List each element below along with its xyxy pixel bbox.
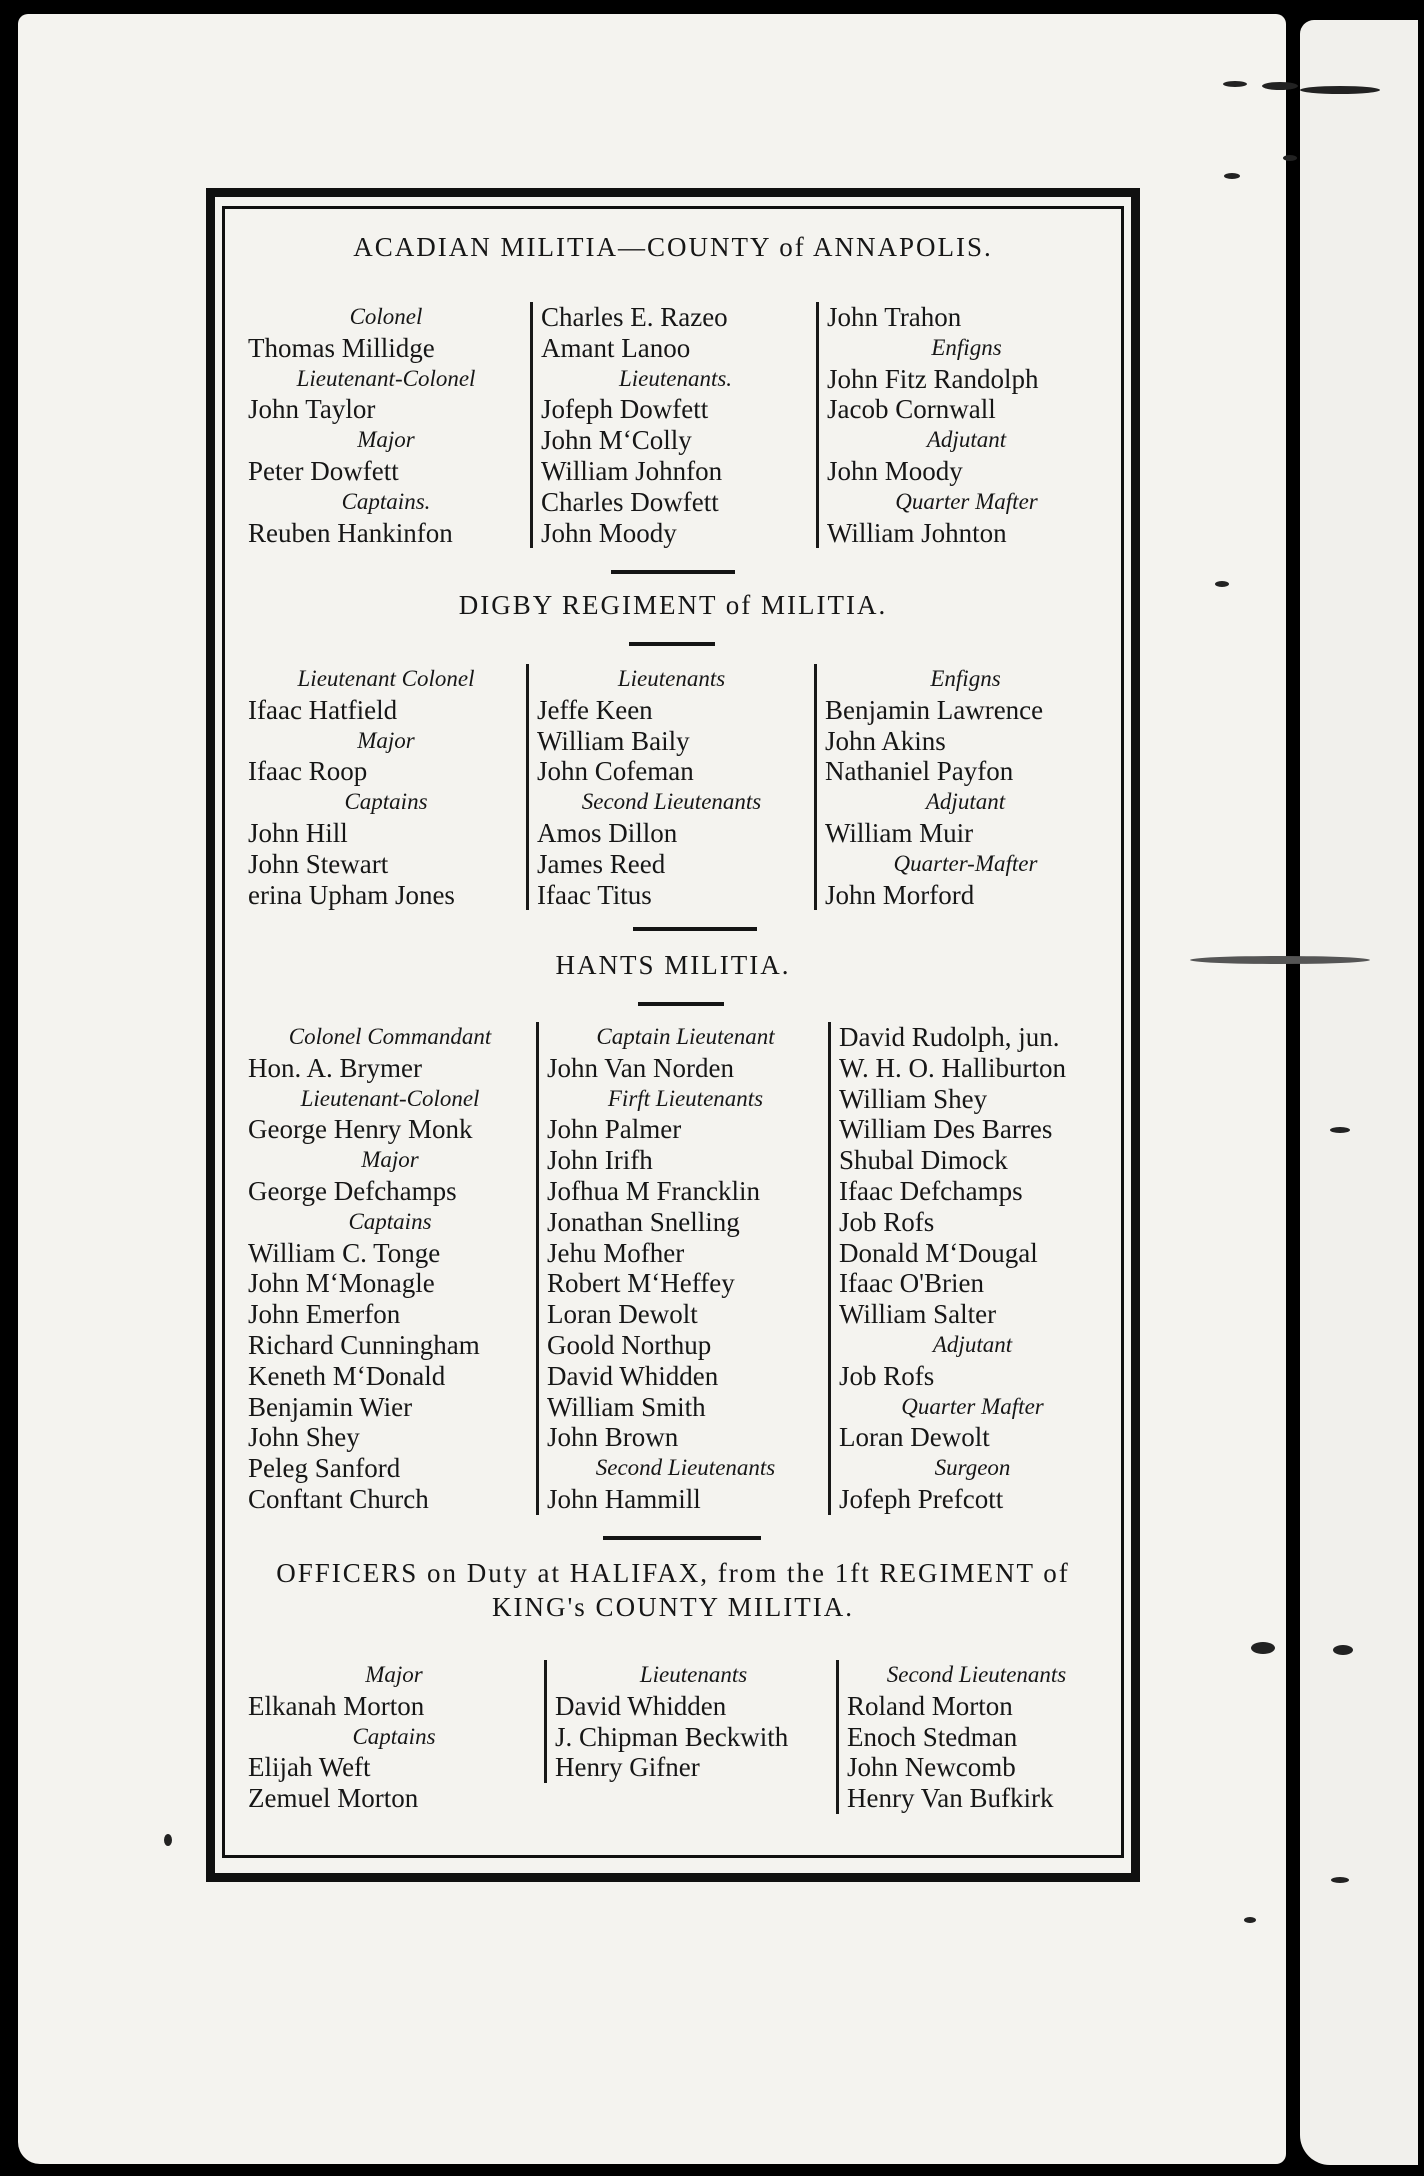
section-rule [611, 570, 735, 574]
columns-kings-county [240, 1660, 1106, 1816]
officer-name: James Reed [537, 848, 666, 879]
officer-name: Zemuel Morton [248, 1783, 419, 1814]
section-annapolis [240, 230, 1106, 264]
officer-name: John Trahon [827, 302, 962, 332]
officer-name: Ifaac O'Brien [839, 1268, 985, 1299]
officer-name: John Moody [827, 455, 963, 486]
rank-title: Adjutant [932, 1331, 1013, 1357]
officer-name: Nathaniel Payfon [825, 756, 1014, 787]
officer-name: William Johnton [827, 517, 1007, 548]
officer-name: John Akins [825, 725, 946, 756]
officer-name: Jacob Cornwall [827, 394, 996, 425]
officer-name: Jonathan Snelling [547, 1206, 740, 1237]
officer-name: Jofeph Dowfett [541, 394, 709, 425]
column [240, 302, 524, 548]
officer-name: Conftant Church [248, 1483, 429, 1514]
rank-title: Second Lieutenants [581, 789, 762, 815]
officer-name: Loran Dewolt [839, 1422, 990, 1453]
officer-name: George Defchamps [248, 1175, 457, 1206]
column [526, 664, 806, 910]
officer-name: Richard Cunningham [248, 1329, 480, 1360]
officer-name: John Irifh [547, 1145, 653, 1176]
section-rule [633, 927, 757, 931]
officer-name: Keneth M‘Donald [248, 1360, 446, 1391]
section-hants [240, 948, 1106, 982]
officer-name: Benjamin Lawrence [825, 694, 1044, 725]
section-heading: ACADIAN MILITIA—COUNTY of ANNAPOLIS. [353, 232, 993, 262]
officer-name: Ifaac Defchamps [839, 1175, 1023, 1206]
section-heading: HANTS MILITIA. [555, 950, 791, 980]
officer-name: J. Chipman Beckwith [555, 1721, 789, 1752]
rank-title: Colonel Commandant [288, 1024, 492, 1049]
officer-name: Jehu Mofher [547, 1237, 685, 1268]
column [828, 1022, 1106, 1515]
officer-name: William Salter [839, 1299, 997, 1330]
column [814, 664, 1106, 910]
rank-title: Captains. [341, 488, 431, 514]
rank-title: Captains [352, 1723, 436, 1749]
officer-name: Reuben Hankinfon [248, 517, 453, 548]
rank-title: Surgeon [934, 1455, 1011, 1481]
rank-title: Quarter Mafter [901, 1393, 1044, 1419]
officer-name: John M‘Monagle [248, 1268, 435, 1299]
section-rule [629, 642, 715, 646]
officer-name: John Moody [541, 517, 677, 548]
officer-name: John Morford [825, 879, 975, 910]
rank-title: Quarter Mafter [895, 488, 1038, 514]
officer-name: William Shey [839, 1083, 988, 1114]
officer-name: David Rudolph, jun. [839, 1022, 1060, 1052]
rank-title: Captains [348, 1208, 432, 1234]
officer-name: Thomas Millidge [248, 332, 435, 363]
officer-name: Amos Dillon [537, 817, 678, 848]
officer-name: Goold Northup [547, 1329, 712, 1360]
rank-title: Captains [344, 789, 428, 815]
officer-name: Jofhua M Francklin [547, 1175, 760, 1206]
officer-name: Jofeph Prefcott [839, 1483, 1004, 1514]
rank-title: Lieutenants [617, 666, 726, 691]
officer-name: David Whidden [555, 1690, 727, 1721]
section-digby [240, 588, 1106, 622]
section-rule [603, 1536, 761, 1540]
officer-name: Charles E. Razeo [541, 302, 728, 332]
officer-name: William Baily [537, 725, 690, 756]
section-rule [638, 1002, 724, 1006]
officer-name: Ifaac Titus [537, 879, 652, 910]
column [530, 302, 810, 548]
rank-title: Major [357, 427, 415, 453]
officer-name: Hon. A. Brymer [248, 1052, 422, 1083]
officer-name: John Stewart [248, 848, 389, 879]
officer-name: David Whidden [547, 1360, 719, 1391]
columns-annapolis [240, 302, 1106, 550]
officer-name: Ifaac Roop [248, 756, 368, 787]
column [836, 1660, 1106, 1814]
officer-name: John Hill [248, 817, 348, 848]
officer-name: Ifaac Hatfield [248, 694, 398, 725]
officer-name: William Des Barres [839, 1114, 1053, 1145]
officer-name: Peter Dowfett [248, 455, 399, 486]
officer-name: John M‘Colly [541, 425, 692, 456]
rank-title: Major [357, 727, 415, 753]
rank-title: Firft Lieutenants [607, 1085, 764, 1111]
rank-title: Lieutenants. [618, 365, 733, 391]
officer-name: Jeffe Keen [537, 694, 653, 725]
officer-name: Job Rofs [839, 1360, 935, 1391]
column [544, 1660, 832, 1783]
officer-name: George Henry Monk [248, 1114, 473, 1145]
section-heading-continued: KING's COUNTY MILITIA. [491, 1592, 855, 1622]
column [240, 1022, 532, 1515]
rank-title: Lieutenant-Colonel [296, 365, 476, 391]
officer-name: William Johnfon [541, 455, 723, 486]
page-right-edge [1300, 20, 1418, 2165]
officer-name: Peleg Sanford [248, 1453, 401, 1484]
officer-name: John Cofeman [537, 756, 694, 787]
officer-name: William Muir [825, 817, 974, 848]
column [536, 1022, 824, 1515]
rank-title: Enfigns [930, 666, 1001, 691]
officer-name: Loran Dewolt [547, 1299, 698, 1330]
officer-name: John Hammill [547, 1483, 701, 1514]
officer-name: Elijah Weft [248, 1752, 371, 1783]
officer-name: Shubal Dimock [839, 1145, 1008, 1176]
officer-name: John Taylor [248, 394, 376, 425]
column [240, 664, 524, 910]
officer-name: William C. Tonge [248, 1237, 441, 1268]
officer-name: John Brown [547, 1422, 679, 1453]
officer-name: Elkanah Morton [248, 1690, 425, 1721]
officer-name: Amant Lanoo [541, 332, 691, 363]
columns-hants [240, 1022, 1106, 1516]
officer-name: Robert M‘Heffey [547, 1268, 735, 1299]
officer-name: John Van Norden [547, 1052, 734, 1083]
officer-name: John Newcomb [847, 1752, 1016, 1783]
officer-name: William Smith [547, 1391, 706, 1422]
section-kings-county [240, 1556, 1106, 1624]
rank-title: Captain Lieutenant [596, 1024, 775, 1049]
rank-title: Lieutenants [639, 1662, 748, 1687]
officer-name: Henry Gifner [555, 1752, 700, 1783]
officer-name: Donald M‘Dougal [839, 1237, 1038, 1268]
officer-name: erina Upham Jones [248, 879, 455, 910]
officer-name: Benjamin Wier [248, 1391, 413, 1422]
rank-title: Second Lieutenants [595, 1455, 776, 1481]
officer-name: Henry Van Bufkirk [847, 1783, 1054, 1814]
officer-name: John Fitz Randolph [827, 363, 1039, 394]
rank-title: Major [365, 1662, 423, 1687]
officer-name: Charles Dowfett [541, 486, 719, 517]
rank-title: Enfigns [931, 334, 1002, 360]
rank-title: Major [361, 1147, 419, 1173]
officer-name: John Emerfon [248, 1299, 401, 1330]
section-heading: DIGBY REGIMENT of MILITIA. [458, 590, 888, 620]
columns-digby [240, 664, 1106, 912]
officer-name: John Shey [248, 1422, 360, 1453]
rank-title: Adjutant [925, 789, 1006, 815]
column [240, 1660, 540, 1814]
rank-title: Quarter-Mafter [893, 850, 1038, 876]
officer-name: John Palmer [547, 1114, 682, 1145]
rank-title: Colonel [349, 304, 423, 329]
officer-name: W. H. O. Halliburton [839, 1052, 1066, 1083]
officer-name: Roland Morton [847, 1690, 1013, 1721]
rank-title: Lieutenant-Colonel [300, 1085, 480, 1111]
column [816, 302, 1106, 548]
officer-name: Enoch Stedman [847, 1721, 1018, 1752]
officer-name: Job Rofs [839, 1206, 935, 1237]
rank-title: Second Lieutenants [886, 1662, 1067, 1687]
section-heading: OFFICERS on Duty at HALIFAX, from the 1ft REGIMENT of [276, 1558, 1070, 1588]
rank-title: Lieutenant Colonel [297, 666, 475, 691]
rank-title: Adjutant [926, 427, 1007, 453]
